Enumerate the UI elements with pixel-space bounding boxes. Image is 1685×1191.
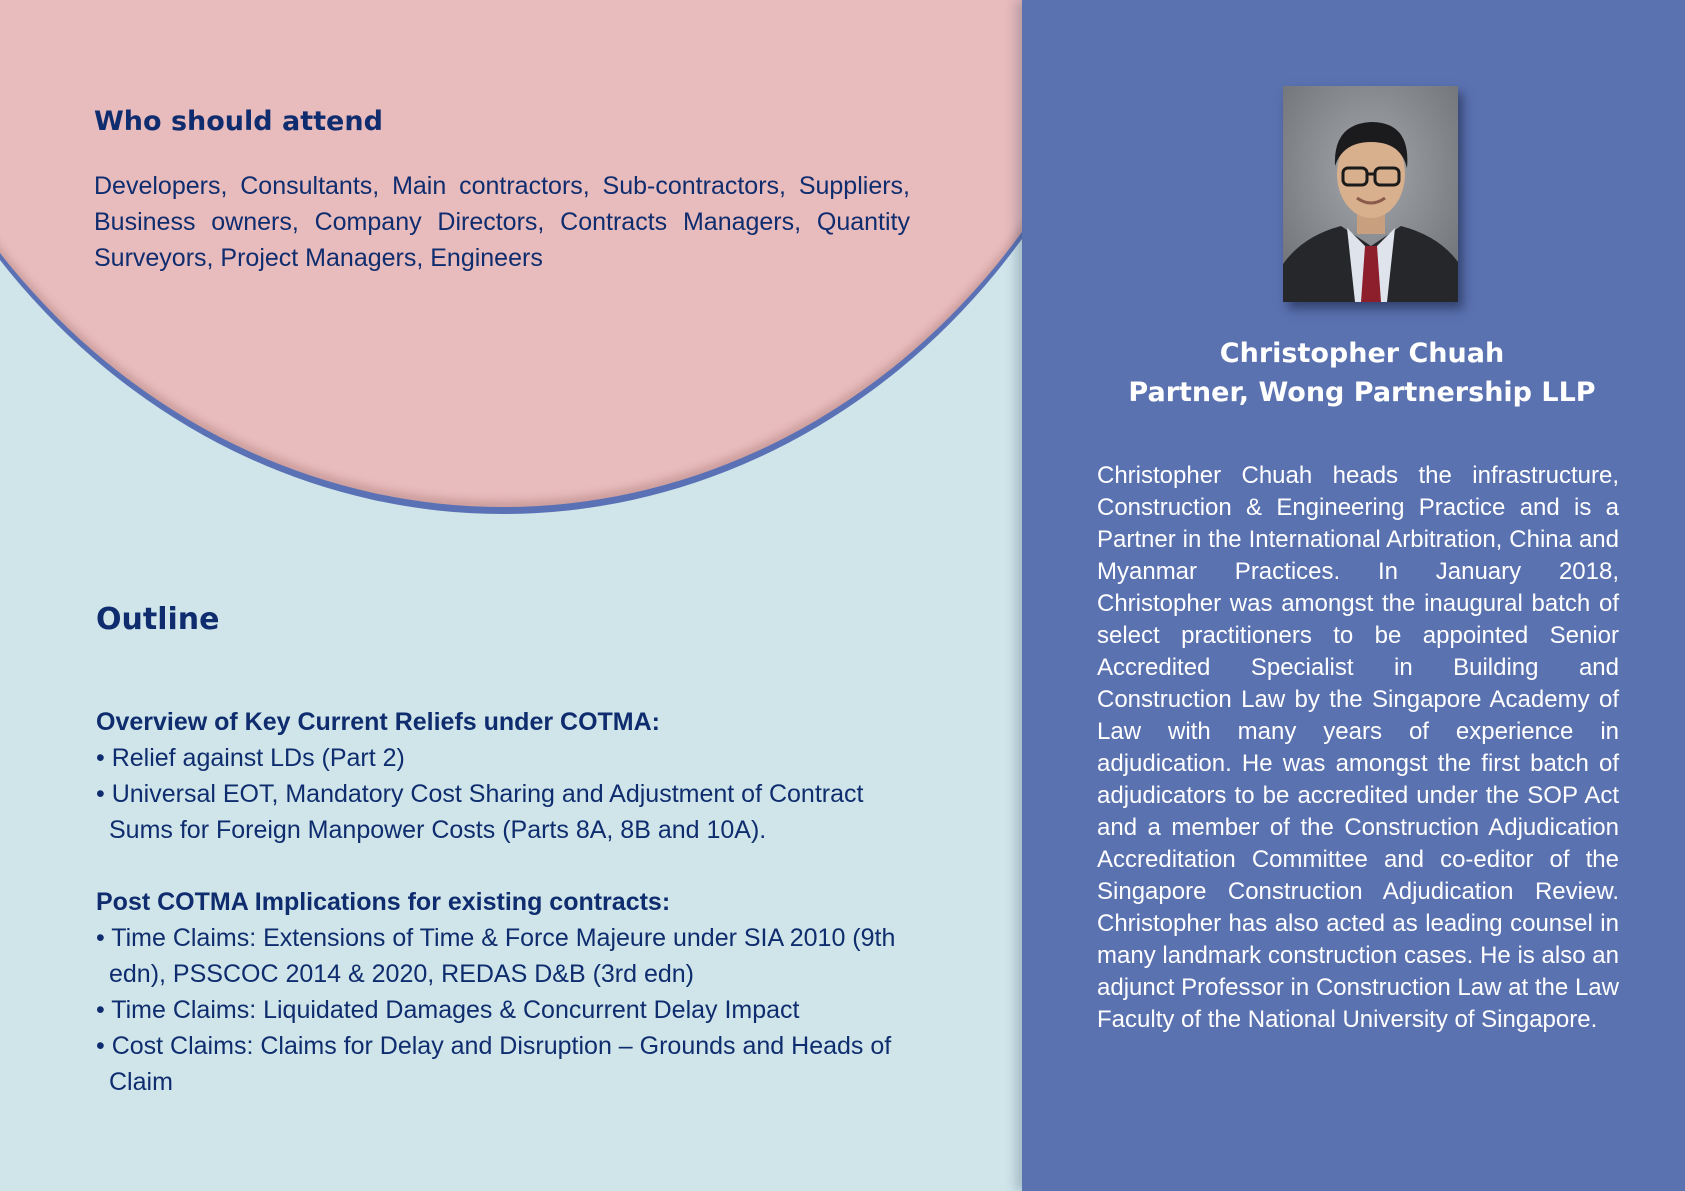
outline-content	[96, 704, 926, 1100]
outline-section-title: Overview of Key Current Reliefs under COTMA:	[96, 708, 661, 736]
who-should-attend-text: Developers, Consultants, Main contractors, Sub-contractors, Suppliers, Business owners, Company Directors, Contracts Managers, Quantity Surveyors, Project Managers, Engineers	[94, 172, 910, 272]
outline-item: • Relief against LDs (Part 2)	[96, 744, 405, 772]
outline-item: • Time Claims: Extensions of Time & Force Majeure under SIA 2010 (9th edn), PSSCOC 2014 & 2020, REDAS D&B (3rd edn)	[96, 924, 896, 988]
portrait-icon	[1283, 86, 1458, 302]
outline-item: • Time Claims: Liquidated Damages & Concurrent Delay Impact	[96, 996, 800, 1024]
speaker-name: Christopher Chuah	[1219, 338, 1505, 369]
speaker-photo	[1283, 86, 1458, 302]
outline-list	[96, 920, 926, 1100]
outline-section-title: Post COTMA Implications for existing contracts:	[96, 888, 671, 916]
speaker-name-block	[1082, 334, 1642, 412]
outline-heading: Outline	[96, 602, 220, 637]
outline-list	[96, 740, 926, 848]
speaker-position: Partner, Wong Partnership LLP	[1128, 377, 1596, 408]
outline-item: • Universal EOT, Mandatory Cost Sharing and Adjustment of Contract Sums for Foreign Manpower Costs (Parts 8A, 8B and 10A).	[96, 780, 864, 844]
outline-item: • Cost Claims: Claims for Delay and Disruption – Grounds and Heads of Claim	[96, 1032, 892, 1096]
who-should-attend-heading: Who should attend	[94, 106, 383, 137]
speaker-bio: Christopher Chuah heads the infrastructure, Construction & Engineering Practice and is a Partner in the International Arbitration, China and Myanmar Practices. In January 2018, Christopher was amongst the inaugural batch of select practitioners to be appointed Senior Accredited Specialist in Building and Construction Law by the Singapore Academy of Law with many years of experience in adjudication. He was amongst the first batch of adjudicators to be accredited under the SOP Act and a member of the Construction Adjudication Accreditation Committee and co-editor of the Singapore Construction Adjudication Review. Christopher has also acted as leading counsel in many landmark construction cases. He is also an adjunct Professor in Construction Law at the Law Faculty of the National University of Singapore.	[1097, 462, 1619, 1033]
